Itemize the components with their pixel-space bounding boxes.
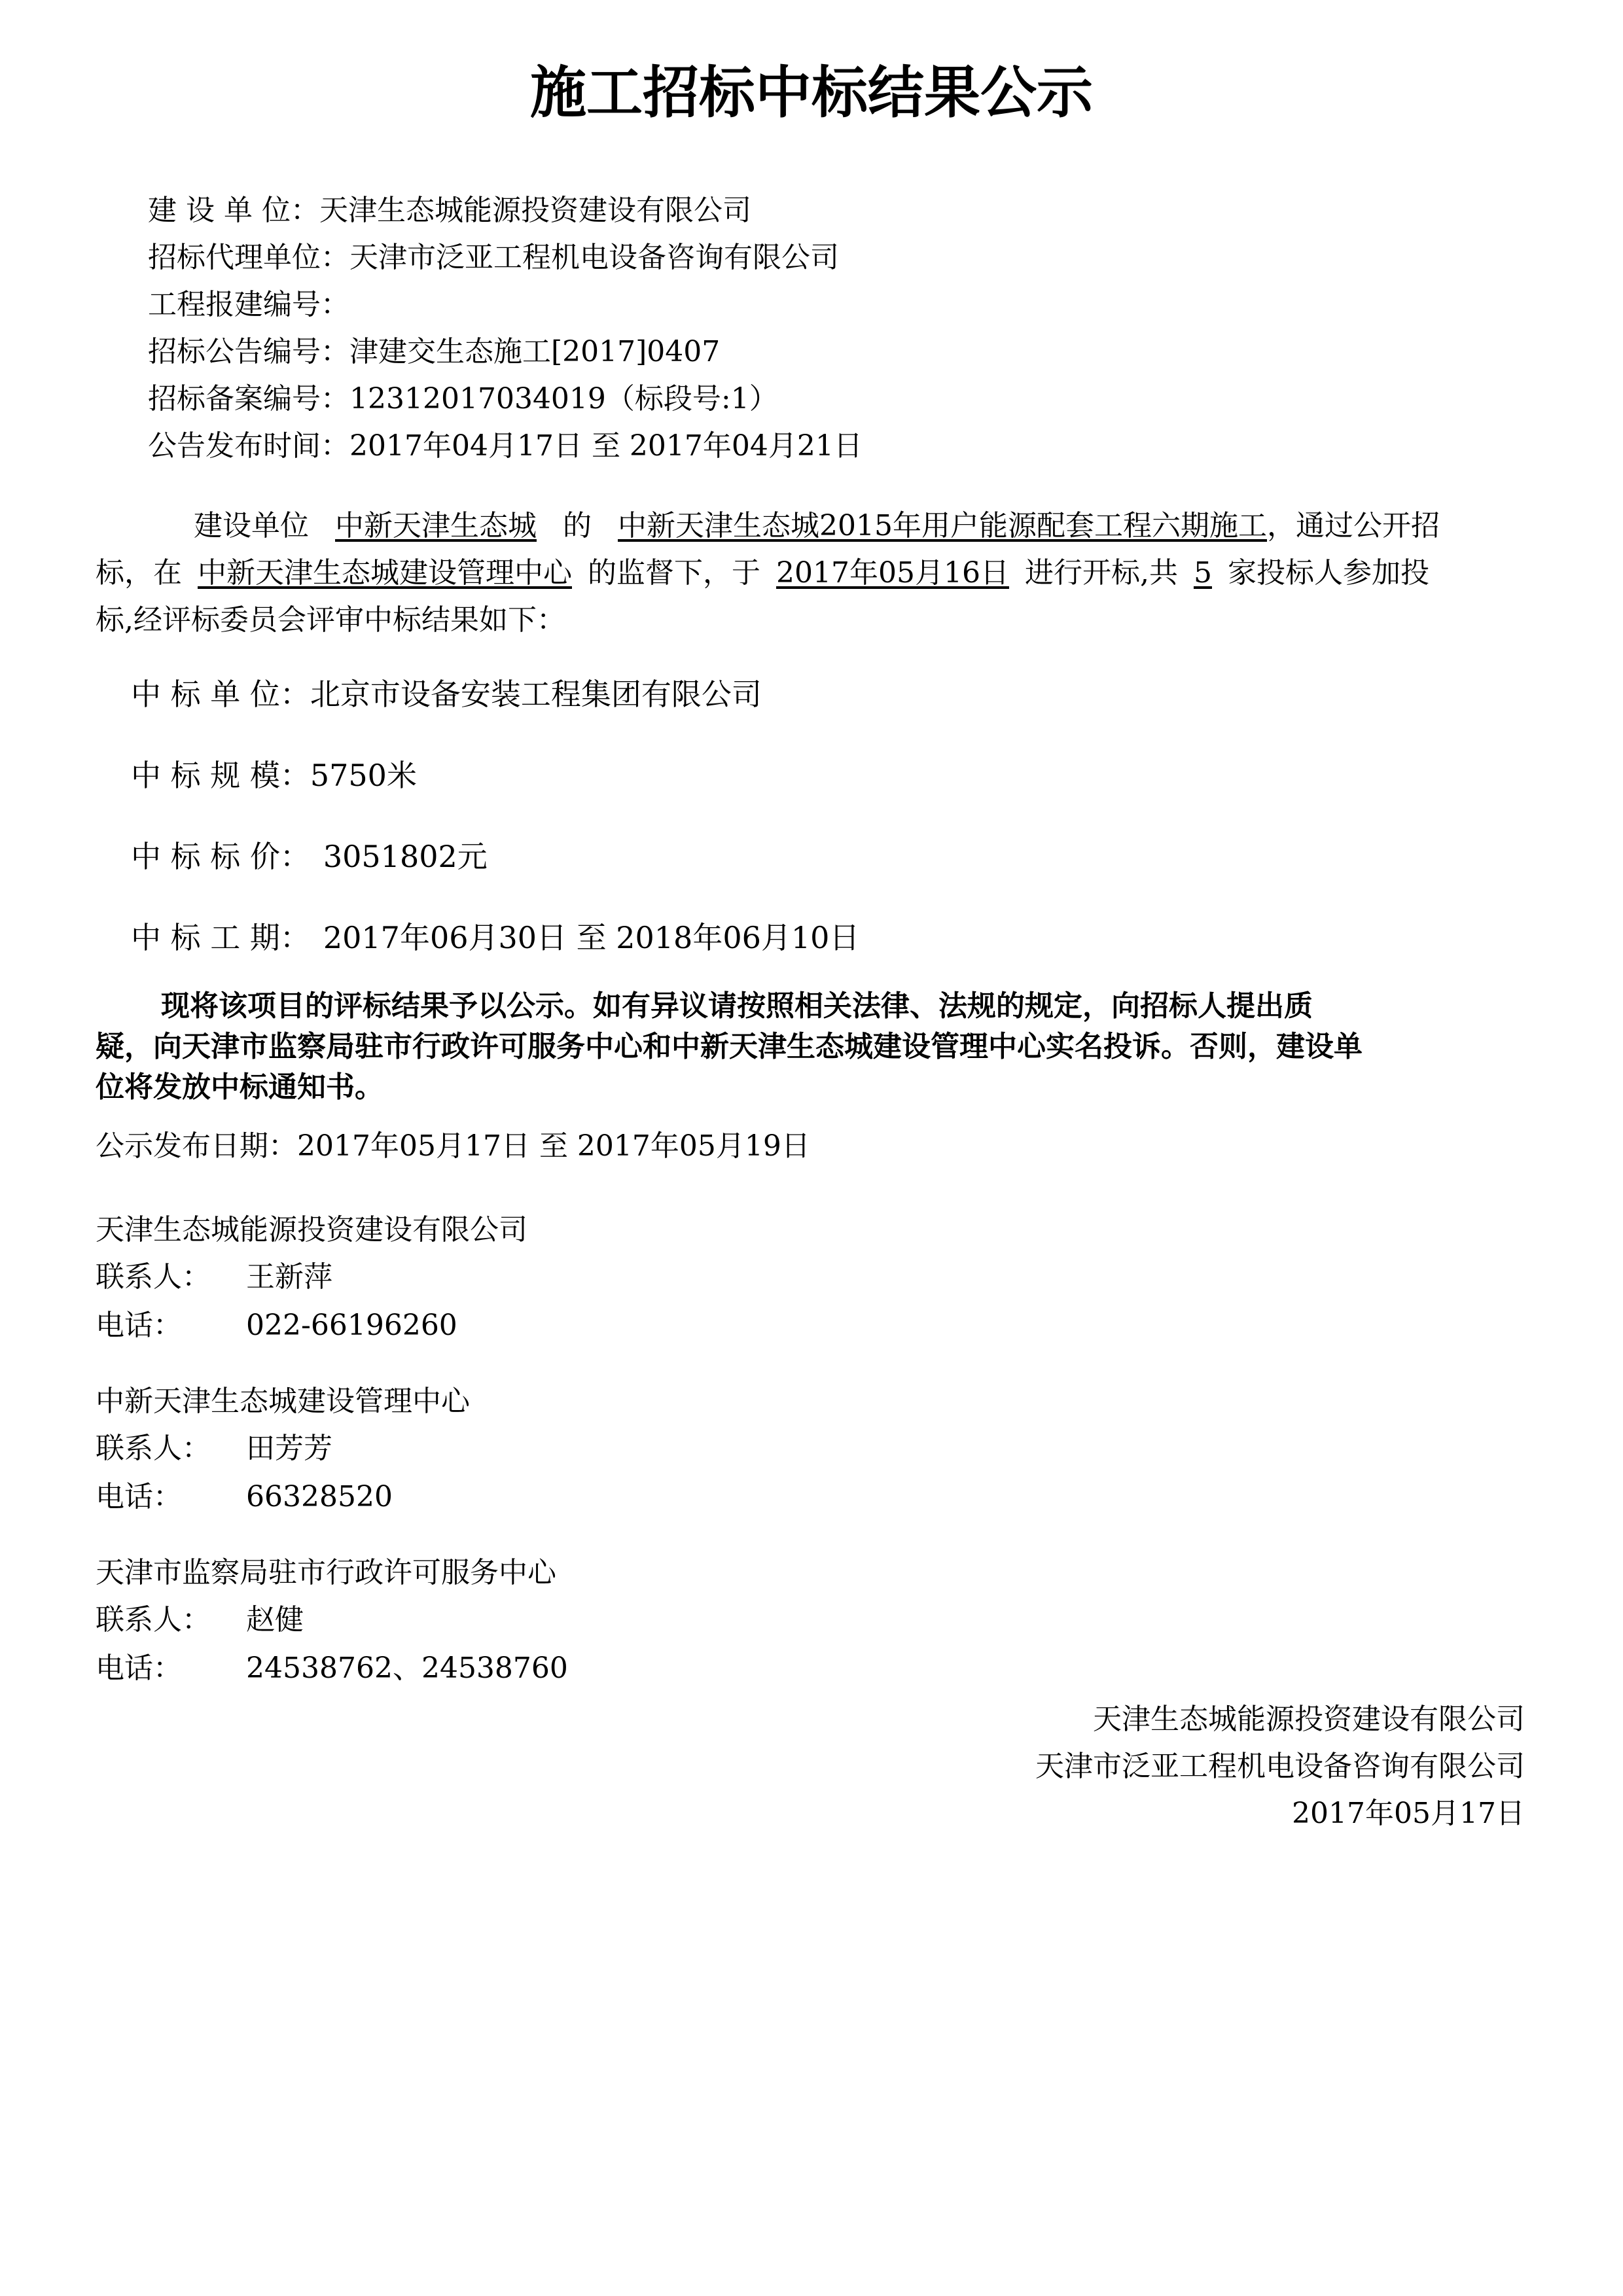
contact-person-label: 联系人： (96, 1603, 211, 1636)
contact-person: 赵健 (246, 1603, 304, 1636)
meta-row-agent (148, 238, 839, 277)
meta-value: 12312017034019（标段号:1） (349, 382, 778, 415)
contact-org: 天津生态城能源投资建设有限公司 (96, 1213, 527, 1246)
signature-org-2: 天津市泛亚工程机电设备咨询有限公司 (1035, 1750, 1525, 1783)
contact-person-row (96, 1429, 332, 1468)
result-label: 中 标 单 位： (131, 677, 310, 712)
intro-line-2 (96, 554, 1429, 593)
meta-row-builder (148, 191, 751, 230)
result-value: 3051802元 (323, 839, 488, 874)
intro-text: 的监督下，于 (588, 556, 760, 590)
contact-phone: 022-66196260 (246, 1309, 457, 1342)
meta-label: 招标备案编号： (148, 382, 349, 415)
meta-value: 天津生态城能源投资建设有限公司 (319, 194, 751, 227)
contact-org: 天津市监察局驻市行政许可服务中心 (96, 1556, 556, 1589)
meta-label: 公告发布时间： (148, 429, 349, 463)
intro-text: 标，在 (96, 556, 182, 590)
intro-text: 建设单位 (194, 509, 309, 542)
contact-phone-label: 电话： (96, 1480, 182, 1513)
result-value: 2017年06月30日 至 2018年06月10日 (323, 920, 860, 955)
contact-person: 田芳芳 (246, 1432, 332, 1465)
intro-text: 的 (563, 509, 592, 542)
result-value: 北京市设备安装工程集团有限公司 (310, 677, 762, 712)
meta-label: 建 设 单 位： (148, 194, 319, 227)
result-label: 中 标 标 价： (131, 839, 310, 874)
meta-row-filing-number (148, 380, 778, 419)
supervisor-name: 中新天津生态城建设管理中心 (198, 556, 572, 590)
notice-line-1: 现将该项目的评标结果予以公示。如有异议请按照相关法律、法规的规定，向招标人提出质 (161, 989, 1313, 1023)
contact-phone-label: 电话： (96, 1651, 182, 1685)
contact-phone-row (96, 1477, 393, 1517)
meta-row-announcement-number (148, 332, 720, 372)
contact-person-row (96, 1258, 332, 1297)
contact-phone-row (96, 1306, 457, 1345)
signature-org-1: 天津生态城能源投资建设有限公司 (1093, 1703, 1525, 1736)
meta-label: 招标代理单位： (148, 241, 349, 274)
publish-period: 公示发布日期：2017年05月17日 至 2017年05月19日 (96, 1129, 810, 1163)
intro-text: 家投标人参加投 (1227, 556, 1429, 590)
contact-org: 中新天津生态城建设管理中心 (96, 1385, 470, 1418)
contact-person-label: 联系人： (96, 1260, 211, 1294)
document-title: 施工招标中标结果公示 (530, 60, 1093, 126)
result-duration (131, 917, 859, 958)
result-label: 中 标 工 期： (131, 920, 310, 955)
meta-label: 招标公告编号： (148, 335, 349, 368)
intro-text: 进行开标,共 (1024, 556, 1178, 590)
builder-name: 中新天津生态城 (335, 509, 537, 542)
meta-value: 2017年04月17日 至 2017年04月21日 (349, 429, 863, 463)
result-value: 5750米 (310, 758, 417, 793)
contact-phone-label: 电话： (96, 1309, 182, 1342)
contact-person-label: 联系人： (96, 1432, 211, 1465)
contact-phone: 66328520 (246, 1480, 393, 1513)
contact-phone: 24538762、24538760 (246, 1651, 568, 1685)
bidder-count: 5 (1193, 556, 1212, 590)
notice-line-3: 位将发放中标通知书。 (96, 1070, 383, 1104)
project-name: 中新天津生态城2015年用户能源配套工程六期施工 (618, 509, 1267, 542)
result-label: 中 标 规 模： (131, 758, 310, 793)
result-price (131, 836, 488, 877)
opening-date: 2017年05月16日 (776, 556, 1009, 590)
intro-text: ，通过公开招 (1266, 509, 1440, 542)
contact-person: 王新萍 (246, 1260, 332, 1294)
intro-line-3: 标,经评标委员会评审中标结果如下： (96, 603, 565, 637)
contact-person-row (96, 1600, 304, 1640)
result-scale (131, 755, 417, 796)
meta-row-project-number (148, 285, 349, 325)
signature-date: 2017年05月17日 (1292, 1797, 1525, 1830)
notice-line-2: 疑，向天津市监察局驻市行政许可服务中心和中新天津生态城建设管理中心实名投诉。否则，建设单 (96, 1030, 1363, 1063)
intro-line-1 (194, 506, 1440, 546)
meta-value: 津建交生态施工[2017]0407 (349, 335, 721, 368)
contact-phone-row (96, 1649, 568, 1688)
result-winner (131, 674, 762, 715)
meta-value: 天津市泛亚工程机电设备咨询有限公司 (349, 241, 839, 274)
meta-row-announcement-period (148, 427, 863, 466)
meta-label: 工程报建编号： (148, 288, 349, 321)
